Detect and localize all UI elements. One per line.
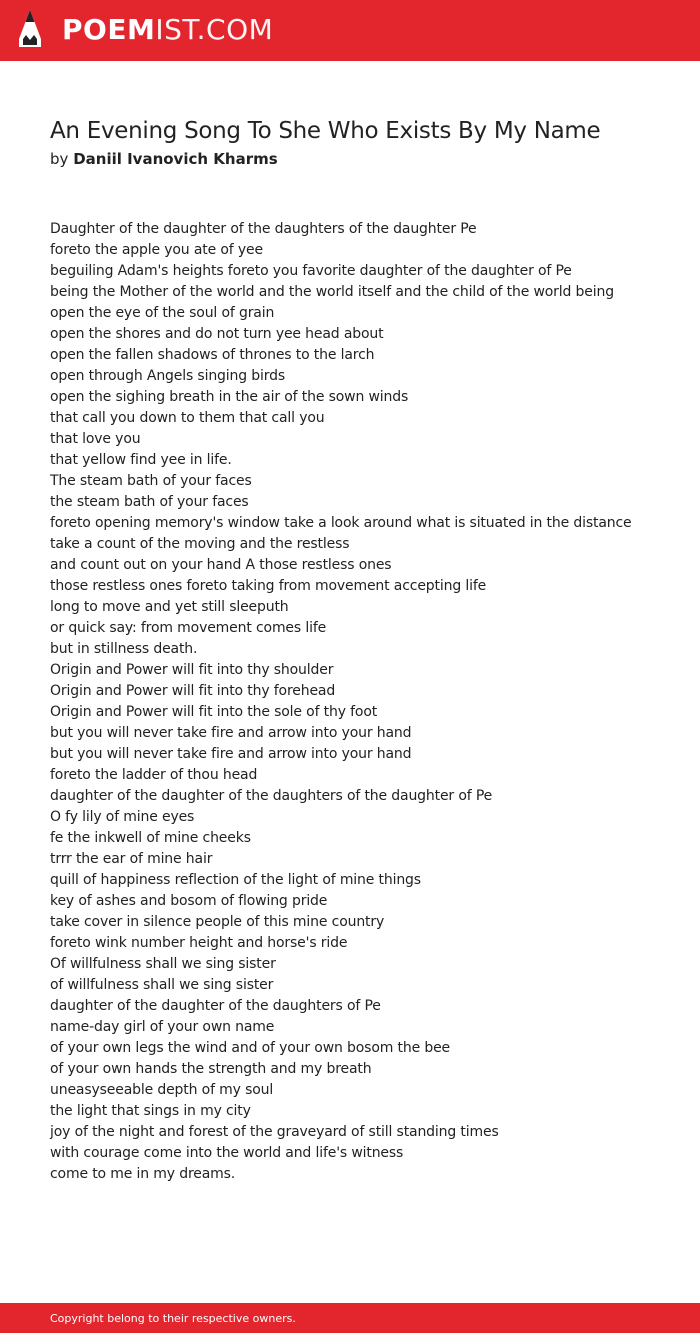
poem-line: foreto wink number height and horse's ride: [50, 935, 348, 951]
poem-line: beguiling Adam's heights foreto you favorite daughter of the daughter of Pe: [50, 263, 572, 279]
poem-line: that yellow find yee in life.: [50, 452, 232, 468]
poem-line: open through Angels singing birds: [50, 368, 285, 384]
poem-line: daughter of the daughter of the daughters of the daughter of Pe: [50, 788, 493, 804]
poem-line: foreto the ladder of thou head: [50, 767, 258, 783]
poem-line: open the sighing breath in the air of the sown winds: [50, 389, 409, 405]
poem-line: that love you: [50, 431, 141, 447]
poem-title: An Evening Song To She Who Exists By My Name: [50, 118, 601, 144]
poem-line: or quick say: from movement comes life: [50, 620, 327, 636]
poem-line: The steam bath of your faces: [50, 473, 252, 489]
poem-line: being the Mother of the world and the world itself and the child of the world being: [50, 284, 614, 300]
poem-line: long to move and yet still sleeputh: [50, 599, 289, 615]
poem-line: O fy lily of mine eyes: [50, 809, 195, 825]
poem-line: fe the inkwell of mine cheeks: [50, 830, 251, 846]
poem-line: name-day girl of your own name: [50, 1019, 275, 1035]
pencil-logo-icon[interactable]: [17, 9, 43, 51]
poem-line: joy of the night and forest of the graveyard of still standing times: [50, 1124, 499, 1140]
poem-line: trrr the ear of mine hair: [50, 851, 213, 867]
logo-bold-text: POEM: [62, 13, 156, 46]
byline: [50, 148, 278, 170]
poem-line: come to me in my dreams.: [50, 1166, 236, 1182]
poem-line: take cover in silence people of this mine country: [50, 914, 385, 930]
site-footer: [0, 1303, 700, 1333]
poem-line: quill of happiness reflection of the light of mine things: [50, 872, 421, 888]
poem-line: of willfulness shall we sing sister: [50, 977, 274, 993]
poem-line: but in stillness death.: [50, 641, 198, 657]
poem-line: take a count of the moving and the restless: [50, 536, 350, 552]
poem-line: uneasyseeable depth of my soul: [50, 1082, 274, 1098]
poem-line: key of ashes and bosom of flowing pride: [50, 893, 328, 909]
poem-line: but you will never take fire and arrow into your hand: [50, 746, 412, 762]
poem-line: daughter of the daughter of the daughters of Pe: [50, 998, 381, 1014]
author-name: Daniil Ivanovich Kharms: [73, 150, 278, 168]
poem-line: of your own legs the wind and of your own bosom the bee: [50, 1040, 451, 1056]
poem-line: but you will never take fire and arrow into your hand: [50, 725, 412, 741]
poem-line: that call you down to them that call you: [50, 410, 325, 426]
poem-line: open the fallen shadows of thrones to the larch: [50, 347, 375, 363]
poem-line: with courage come into the world and life's witness: [50, 1145, 404, 1161]
poem-line: of your own hands the strength and my breath: [50, 1061, 372, 1077]
copyright-text: Copyright belong to their respective owners.: [50, 1312, 296, 1325]
poem-line: Origin and Power will fit into thy forehead: [50, 683, 336, 699]
poem-line: foreto the apple you ate of yee: [50, 242, 263, 258]
poem-line: Origin and Power will fit into the sole of thy foot: [50, 704, 378, 720]
poem-line: the steam bath of your faces: [50, 494, 249, 510]
site-logo[interactable]: [62, 13, 273, 47]
poem-body: [50, 219, 650, 1185]
poem-line: foreto opening memory's window take a look around what is situated in the distance: [50, 515, 632, 531]
poem-line: and count out on your hand A those restless ones: [50, 557, 392, 573]
poem-line: the light that sings in my city: [50, 1103, 251, 1119]
poem-line: Daughter of the daughter of the daughters of the daughter Pe: [50, 221, 477, 237]
poem-line: open the eye of the soul of grain: [50, 305, 275, 321]
poem-line: Origin and Power will fit into thy shoulder: [50, 662, 334, 678]
by-label: by: [50, 150, 69, 168]
poem-line: those restless ones foreto taking from movement accepting life: [50, 578, 487, 594]
site-header: [0, 0, 700, 61]
poem-line: Of willfulness shall we sing sister: [50, 956, 276, 972]
poem-line: open the shores and do not turn yee head about: [50, 326, 384, 342]
logo-thin-text: IST.COM: [155, 13, 274, 46]
